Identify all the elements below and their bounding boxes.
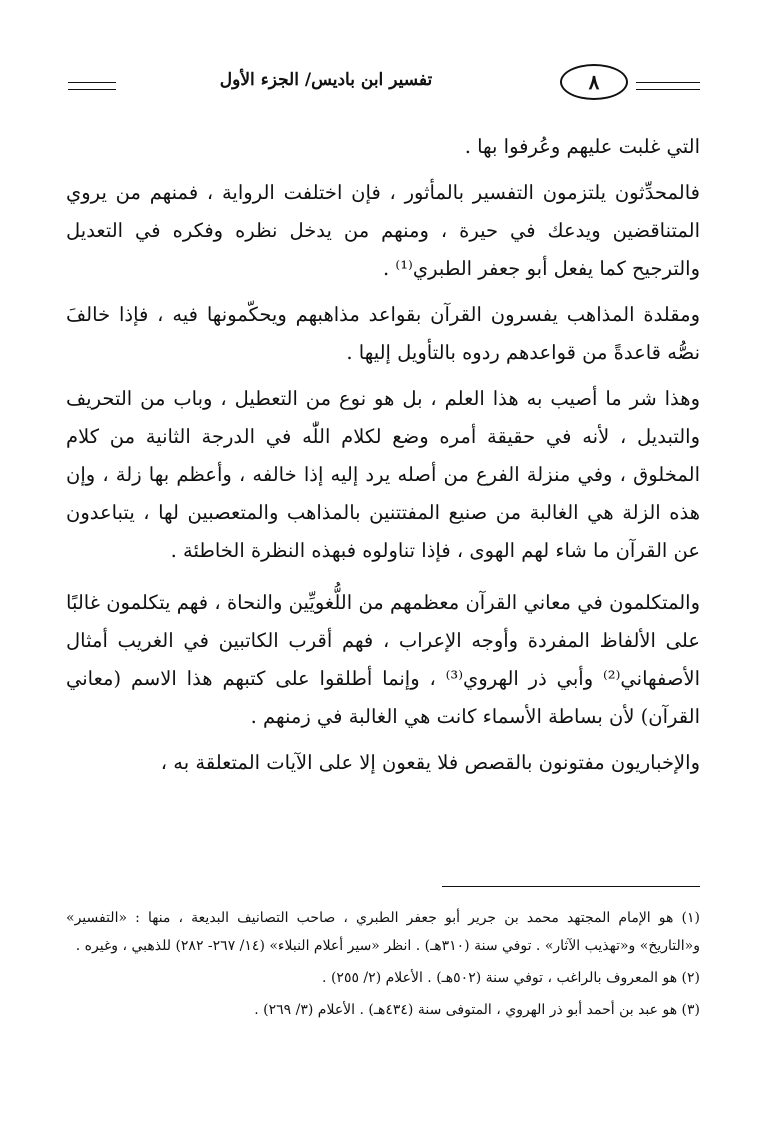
footnote-separator	[442, 886, 700, 887]
paragraph-5: والمتكلمون في معاني القرآن معظمهم من اللُّغويِّين والنحاة ، فهم يتكلمون غالبًا على الألفاظ المفردة وأوجه الإعراب ، فهم أقرب الكاتبين في الغريب أمثال الأصفهاني⁽²⁾ وأبي ذر الهروي⁽³⁾ ، وإنما أطلقوا على كتبهم هذا الاسم (معاني القرآن) لأن بساطة الأسماء كانت هي الغالبة في زمنهم .	[66, 591, 700, 728]
page-number-badge	[560, 64, 628, 100]
paragraph-6: والإخباريون مفتونون بالقصص فلا يقعون إلا على الآيات المتعلقة به ،	[160, 751, 700, 774]
footnotes	[66, 904, 700, 1028]
paragraph-3: ومقلدة المذاهب يفسرون القرآن بقواعد مذاهبهم ويحكّمونها فيه ، فإذا خالفَ نصُّه قاعدةً من قواعدهم ردوه بالتأويل إليها .	[66, 303, 700, 364]
paragraph-2: فالمحدِّثون يلتزمون التفسير بالمأثور ، فإن اختلفت الرواية ، فمنهم من يروي المتناقضين ويدعك في حيرة ، ومنهم من يدخل نظره وفكره في التعديل والترجيح كما يفعل أبو جعفر الطبري⁽¹⁾ .	[66, 181, 700, 280]
page-number: ٨	[588, 70, 600, 94]
running-title: تفسير ابن باديس/ الجزء الأول	[219, 70, 433, 90]
footnote-2: (٢) هو المعروف بالراغب ، توفي سنة (٥٠٢هـ) . الأعلام (٢/ ٢٥٥) .	[322, 970, 700, 986]
header-rule-right	[636, 82, 700, 90]
running-header	[68, 62, 700, 102]
main-text	[66, 128, 700, 790]
header-rule-left	[68, 82, 116, 90]
paragraph-1: التي غلبت عليهم وعُرفوا بها .	[464, 135, 700, 158]
footnote-3: (٣) هو عبد بن أحمد أبو ذر الهروي ، المتوفى سنة (٤٣٤هـ) . الأعلام (٣/ ٢٦٩) .	[254, 1002, 700, 1018]
footnote-1: (١) هو الإمام المجتهد محمد بن جرير أبو جعفر الطبري ، صاحب التصانيف البديعة ، منها : «التفسير» و«التاريخ» و«تهذيب الآثار» . توفي سنة (٣١٠هـ) . انظر «سير أعلام النبلاء» (١٤/ ٢٦٧- ٢٨٢) للذهبي ، وغيره .	[66, 910, 700, 954]
paragraph-4: وهذا شر ما أصيب به هذا العلم ، بل هو نوع من التعطيل ، وباب من التحريف والتبديل ، لأنه في حقيقة أمره وضع لكلام اللّٰه في الدرجة الثانية من كلام المخلوق ، وفي منزلة الفرع من أصله يرد إليه إذا خالفه ، وأعظم بها زلة ، وإن هذه الزلة هي الغالبة من صنيع المفتتنين بالمذاهب والمتعصبين لها ، يتباعدون عن القرآن ما شاء لهم الهوى ، فإذا تناولوه فبهذه النظرة الخاطئة .	[66, 387, 700, 562]
